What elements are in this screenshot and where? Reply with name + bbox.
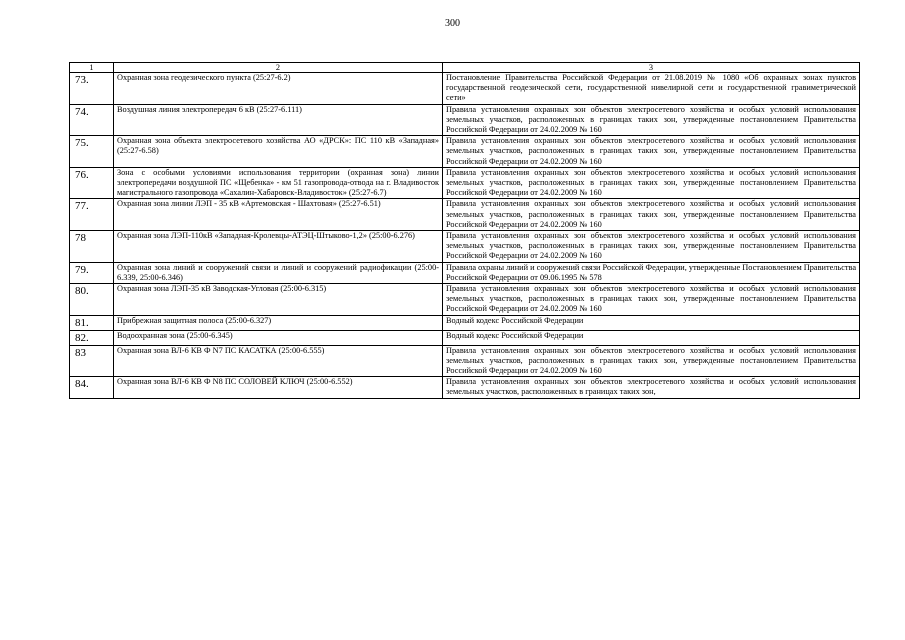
legal-basis-cell: Постановление Правительства Российской Федерации от 21.08.2019 № 1080 «Об охранных зонах пунктов государственной геодезической сети, государственной нивелирной сети и государственной гравиметрической сети»: [443, 73, 860, 105]
legal-basis-cell: Правила установления охранных зон объектов электросетевого хозяйства и особых условий использования земельных участков, расположенных в границах таких зон, утвержденные постановлением Правительства Российской Федерации от 24.02.2009 № 160: [443, 199, 860, 231]
zone-name-cell: Зона с особыми условиями использования территории (охранная зона) линии электропередачи воздушной ПС «Щебенка» - км 51 газопровода-отвода на г. Владивосток магистрального газопровода «Сахалин-Хабаровск-Владивосток» (25:27-6.7): [114, 167, 443, 199]
legal-basis-cell: Правила установления охранных зон объектов электросетевого хозяйства и особых условий использования земельных участков, расположенных в границах таких зон, утвержденные постановлением Правительства Российской Федерации от 24.02.2009 № 160: [443, 136, 860, 168]
table-row: [70, 262, 860, 283]
row-number: 76.: [70, 167, 114, 199]
zone-name-cell: Охранная зона ЛЭП-35 кВ Заводская-Угловая (25:00-6.315): [114, 284, 443, 316]
table-row: [70, 345, 860, 377]
table-header-row: [70, 63, 860, 73]
table-row: [70, 330, 860, 345]
header-cell-2: 2: [114, 63, 443, 73]
zone-name-cell: Охранная зона геодезического пункта (25:27-6.2): [114, 73, 443, 105]
legal-basis-cell: Правила установления охранных зон объектов электросетевого хозяйства и особых условий использования земельных участков, расположенных в границах таких зон, утвержденные постановлением Правительства Российской Федерации от 24.02.2009 № 160: [443, 284, 860, 316]
table-row: [70, 167, 860, 199]
legal-basis-cell: Правила установления охранных зон объектов электросетевого хозяйства и особых условий использования земельных участков, расположенных в границах таких зон, утвержденные постановлением Правительства Российской Федерации от 24.02.2009 № 160: [443, 167, 860, 199]
legal-basis-cell: Правила установления охранных зон объектов электросетевого хозяйства и особых условий использования земельных участков, расположенных в границах таких зон, утвержденные постановлением Правительства Российской Федерации от 24.02.2009 № 160: [443, 231, 860, 263]
table-row: [70, 73, 860, 105]
row-number: 74.: [70, 104, 114, 136]
header-cell-1: 1: [70, 63, 114, 73]
row-number: 80.: [70, 284, 114, 316]
legal-basis-cell: Правила установления охранных зон объектов электросетевого хозяйства и особых условий использования земельных участков, расположенных в границах таких зон, утвержденные постановлением Правительства Российской Федерации от 24.02.2009 № 160: [443, 104, 860, 136]
legal-basis-cell: Водный кодекс Российской Федерации: [443, 315, 860, 330]
zone-name-cell: Охранная зона ЛЭП-110кВ «Западная-Кролевцы-АТЭЦ-Штыково-1,2» (25:00-6.276): [114, 231, 443, 263]
table-row: [70, 136, 860, 168]
header-cell-3: 3: [443, 63, 860, 73]
row-number: 84.: [70, 377, 114, 398]
table-row: [70, 199, 860, 231]
table-row: [70, 284, 860, 316]
legal-basis-cell: Правила установления охранных зон объектов электросетевого хозяйства и особых условий использования земельных участков, расположенных в границах таких зон, утвержденные постановлением Правительства Российской Федерации от 24.02.2009 № 160: [443, 345, 860, 377]
zone-name-cell: Охранная зона линий и сооружений связи и линий и сооружений радиофикации (25:00-6.339, 25:00-6.346): [114, 262, 443, 283]
row-number: 83: [70, 345, 114, 377]
zone-name-cell: Охранная зона ВЛ-6 КВ Ф N8 ПС СОЛОВЕЙ КЛЮЧ (25:00-6.552): [114, 377, 443, 398]
row-number: 73.: [70, 73, 114, 105]
zone-name-cell: Прибрежная защитная полоса (25:00-6.327): [114, 315, 443, 330]
row-number: 79.: [70, 262, 114, 283]
row-number: 78: [70, 231, 114, 263]
legal-basis-cell: Правила охраны линий и сооружений связи Российской Федерации, утвержденные Постановлением Правительства Российской Федерации от 09.06.1995 № 578: [443, 262, 860, 283]
table-row: [70, 377, 860, 398]
row-number: 82.: [70, 330, 114, 345]
row-number: 77.: [70, 199, 114, 231]
legal-basis-cell: Водный кодекс Российской Федерации: [443, 330, 860, 345]
zone-name-cell: Охранная зона ВЛ-6 КВ Ф N7 ПС КАСАТКА (25:00-6.555): [114, 345, 443, 377]
zone-name-cell: Охранная зона линии ЛЭП - 35 кВ «Артемовская - Шахтовая» (25:27-6.51): [114, 199, 443, 231]
table-row: [70, 315, 860, 330]
row-number: 75.: [70, 136, 114, 168]
table-row: [70, 104, 860, 136]
zone-name-cell: Охранная зона объекта электросетевого хозяйства АО «ДРСК»: ПС 110 кВ «Западная» (25:27-6.58): [114, 136, 443, 168]
legal-basis-cell: Правила установления охранных зон объектов электросетевого хозяйства и особых условий использования земельных участков, расположенных в границах таких зон,: [443, 377, 860, 398]
zone-name-cell: Воздушная линия электропередач 6 кВ (25:27-6.111): [114, 104, 443, 136]
page-number: 300: [445, 18, 460, 29]
row-number: 81.: [70, 315, 114, 330]
zones-table-body: [70, 63, 860, 399]
zones-table: [69, 62, 860, 399]
table-row: [70, 231, 860, 263]
zone-name-cell: Водоохранная зона (25:00-6.345): [114, 330, 443, 345]
